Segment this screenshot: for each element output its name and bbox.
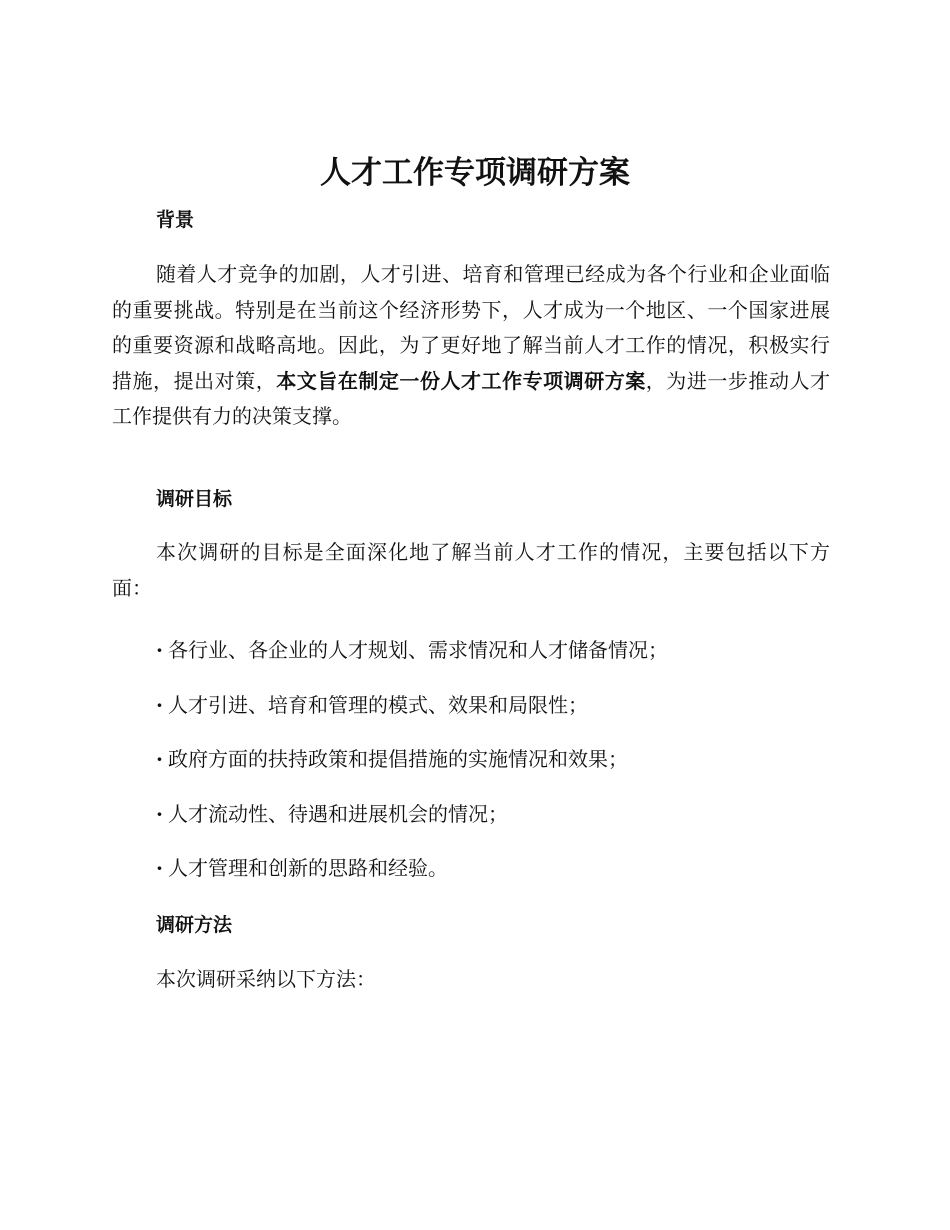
bullet-marker: ·	[156, 638, 163, 662]
section-heading-methods: 调研方法	[156, 914, 233, 936]
goals-bullet-list	[156, 634, 856, 907]
list-item	[156, 634, 856, 689]
background-text-before: 随着人才竞争的加剧，人才引进、培育和管理已经成为各个行业和企业面临的重要挑战。特别是在当前这个经济形势下，人才成为一个地区、一个国家进展的重要资源和战略高地。因此，为了更好地了解当前人才工作的情况，积极实行措施，提出对策，	[112, 262, 830, 393]
list-item-text: 人才管理和创新的思路和经验。	[168, 856, 448, 880]
background-text-bold: 本文旨在制定一份人才工作专项调研方案	[276, 368, 646, 393]
document-title: 人才工作专项调研方案	[320, 155, 630, 191]
background-paragraph	[112, 257, 830, 435]
list-item	[156, 852, 856, 907]
list-item	[156, 798, 856, 853]
goals-intro-paragraph: 本次调研的目标是全面深化地了解当前人才工作的情况，主要包括以下方面：	[112, 540, 830, 600]
bullet-marker: ·	[156, 856, 163, 880]
list-item-text: 各行业、各企业的人才规划、需求情况和人才储备情况；	[168, 638, 668, 662]
methods-intro-paragraph: 本次调研采纳以下方法：	[156, 967, 376, 991]
list-item-text: 人才引进、培育和管理的模式、效果和局限性；	[168, 692, 588, 717]
bullet-marker: ·	[156, 801, 163, 826]
section-heading-background: 背景	[156, 209, 195, 231]
list-item	[156, 689, 856, 744]
list-item-text: 政府方面的扶持政策和提倡措施的实施情况和效果；	[168, 747, 628, 771]
section-heading-goals: 调研目标	[156, 488, 233, 510]
background-text-after: ，为进一步推动人才工作提供有力的决策支撑。	[112, 368, 831, 428]
bullet-marker: ·	[156, 747, 163, 771]
list-item-text: 人才流动性、待遇和进展机会的情况；	[168, 801, 508, 826]
list-item	[156, 743, 856, 798]
bullet-marker: ·	[156, 692, 163, 717]
